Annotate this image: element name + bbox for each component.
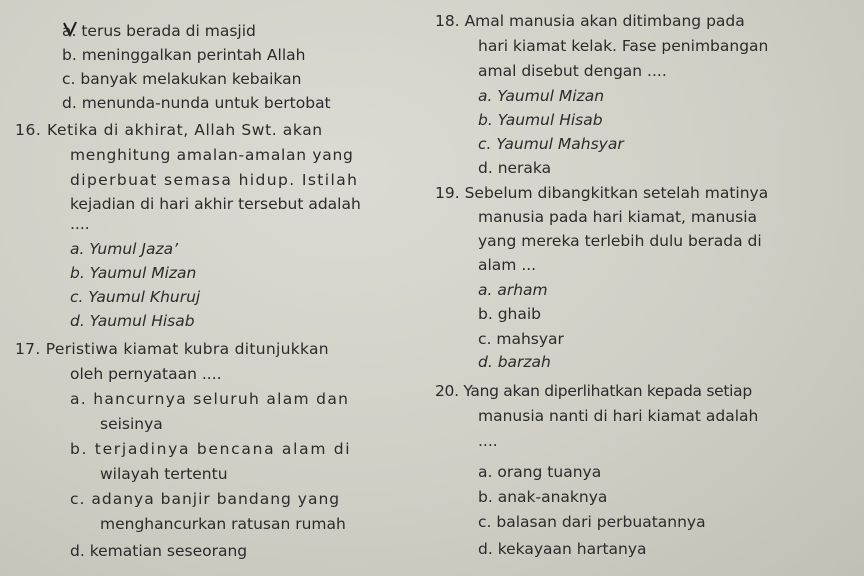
question-20-option-a: a. orang tuanya [478, 463, 602, 481]
option-b-prev: b. meninggalkan perintah Allah [62, 46, 306, 64]
question-18-option-b: b. Yaumul Hisab [478, 111, 603, 129]
question-20-line-2: manusia nanti di hari kiamat adalah [478, 407, 759, 425]
question-17-option-c-2: menghancurkan ratusan rumah [100, 515, 346, 533]
question-16-line-4: kejadian di hari akhir tersebut adalah [70, 195, 361, 213]
option-c-prev: c. banyak melakukan kebaikan [62, 70, 302, 88]
question-17-option-b-2: wilayah tertentu [100, 465, 228, 483]
question-19-line-2: manusia pada hari kiamat, manusia [478, 208, 758, 226]
question-18-option-d: d. neraka [478, 159, 552, 177]
question-16-option-b: b. Yaumul Mizan [70, 264, 197, 282]
question-18-line-1: 18. Amal manusia akan ditimbang pada [435, 12, 745, 30]
question-17-option-a-1: a. hancurnya seluruh alam dan [70, 390, 350, 408]
question-16-line-1: 16. Ketika di akhirat, Allah Swt. akan [15, 121, 323, 139]
question-16-line-2: menghitung amalan-amalan yang [70, 146, 354, 164]
question-18-line-2: hari kiamat kelak. Fase penimbangan [478, 37, 769, 55]
question-18-line-3: amal disebut dengan .... [478, 62, 667, 80]
option-a-prev: a. terus berada di masjid [62, 22, 256, 40]
question-19-option-b: b. ghaib [478, 305, 541, 323]
question-18-option-c: c. Yaumul Mahsyar [478, 135, 624, 153]
question-20-option-b: b. anak-anaknya [478, 488, 608, 506]
question-17-option-b-1: b. terjadinya bencana alam di [70, 440, 352, 458]
question-20-line-3: .... [478, 432, 498, 450]
question-19-line-3: yang mereka terlebih dulu berada di [478, 232, 762, 250]
question-20-line-1: 20. Yang akan diperlihatkan kepada setiap [435, 382, 752, 400]
question-17-option-a-2: seisinya [100, 415, 163, 433]
question-17-line-2: oleh pernyataan .... [70, 365, 222, 383]
question-20-option-d: d. kekayaan hartanya [478, 540, 647, 558]
question-17-line-1: 17. Peristiwa kiamat kubra ditunjukkan [15, 340, 329, 358]
question-19-option-a: a. arham [478, 281, 548, 299]
option-d-prev: d. menunda-nunda untuk bertobat [62, 94, 331, 112]
question-16-line-3: diperbuat semasa hidup. Istilah [70, 171, 359, 189]
question-16-line-5: .... [70, 215, 90, 233]
question-19-line-4: alam ... [478, 256, 537, 274]
question-18-option-a: a. Yaumul Mizan [478, 87, 605, 105]
question-19-line-1: 19. Sebelum dibangkitkan setelah matinya [435, 184, 769, 202]
question-16-option-c: c. Yaumul Khuruj [70, 288, 201, 306]
question-16-option-a: a. Yumul Jaza’ [70, 240, 179, 258]
question-16-option-d: d. Yaumul Hisab [70, 312, 195, 330]
question-17-option-c-1: c. adanya banjir bandang yang [70, 490, 341, 508]
question-20-option-c: c. balasan dari perbuatannya [478, 513, 706, 531]
question-19-option-d: d. barzah [478, 353, 551, 371]
question-17-option-d: d. kematian seseorang [70, 542, 248, 560]
question-19-option-c: c. mahsyar [478, 330, 564, 348]
